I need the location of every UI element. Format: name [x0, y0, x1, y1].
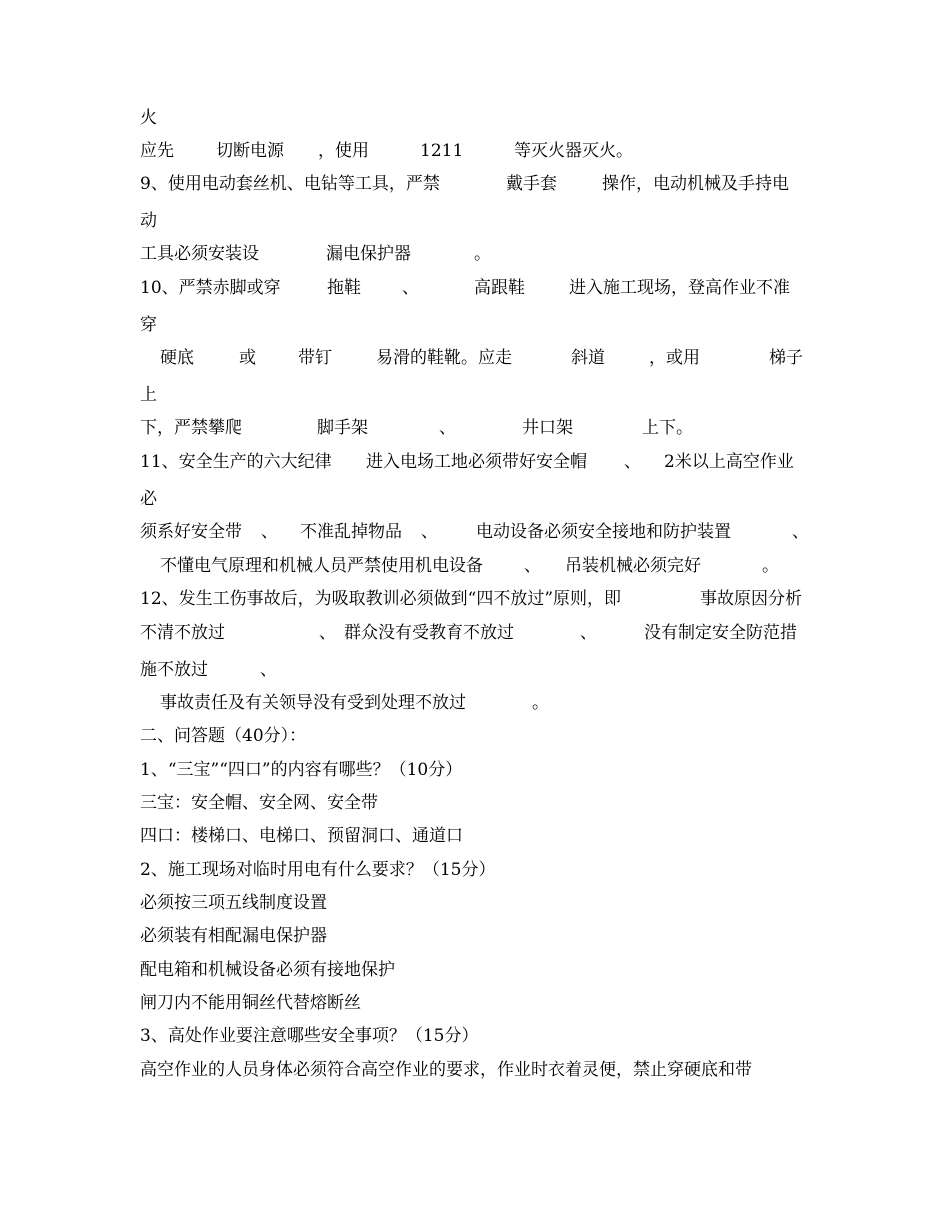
- text-line: [140, 890, 820, 916]
- text-segment: 切断电源: [216, 141, 284, 161]
- text-line: [140, 990, 820, 1016]
- text-line: [140, 723, 820, 749]
- text-line: [140, 241, 820, 267]
- text-segment: 操作，电动机械及手持电: [602, 174, 789, 194]
- text-segment: 2米以上高空作业: [664, 452, 794, 472]
- text-segment: 带钉: [298, 348, 332, 368]
- text-segment: 12、发生工伤事故后，为吸取教训必须做到“四不放过”原则，即: [140, 589, 622, 609]
- text-segment: 必须装有相配漏电保护器: [140, 926, 327, 946]
- text-segment: 斜道: [571, 348, 605, 368]
- text-line: [140, 857, 820, 883]
- text-segment: 、: [261, 522, 278, 542]
- text-segment: 、: [524, 556, 541, 576]
- text-segment: 10、严禁赤脚或穿: [140, 278, 281, 298]
- text-segment: 。: [762, 556, 779, 576]
- text-segment: 必须按三项五线制度设置: [140, 893, 327, 913]
- text-segment: 二、问答题（40分）：: [140, 726, 307, 746]
- text-segment: 不清不放过: [140, 623, 225, 643]
- text-line: [140, 620, 820, 646]
- text-line: [140, 757, 820, 783]
- text-segment: 工具必须安装设: [140, 244, 259, 264]
- text-line: [140, 382, 820, 408]
- text-segment: 上下。: [642, 418, 693, 438]
- text-segment: 、: [580, 623, 597, 643]
- text-segment: 戴手套: [506, 174, 557, 194]
- text-segment: 、: [402, 278, 419, 298]
- text-segment: 不懂电气原理和机械人员严禁使用机电设备: [160, 556, 483, 576]
- text-segment: 11、安全生产的六大纪律: [140, 452, 332, 472]
- text-segment: 电动设备必须安全接地和防护装置: [476, 522, 731, 542]
- text-segment: 或: [239, 348, 256, 368]
- text-segment: 、: [260, 660, 277, 680]
- text-line: [140, 957, 820, 983]
- text-segment: 上: [140, 385, 157, 405]
- text-segment: 吊装机械必须完好: [565, 556, 701, 576]
- text-line: [140, 923, 820, 949]
- text-line: [140, 105, 820, 131]
- text-segment: 、: [319, 623, 336, 643]
- text-segment: 井口架: [522, 418, 573, 438]
- text-segment: 必: [140, 489, 157, 509]
- text-segment: 、: [624, 452, 641, 472]
- text-segment: 3、高处作业要注意哪些安全事项？（15分）: [140, 1026, 479, 1046]
- text-segment: 进入施工现场，登高作业不准: [569, 278, 790, 298]
- text-line: [140, 553, 820, 579]
- text-segment: 高空作业的人员身体必须符合高空作业的要求，作业时衣着灵便，禁止穿硬底和带: [140, 1060, 752, 1080]
- text-segment: 闸刀内不能用铜丝代替熔断丝: [140, 993, 361, 1013]
- text-segment: 9、使用电动套丝机、电钻等工具，严禁: [140, 174, 440, 194]
- text-segment: ，使用: [318, 141, 369, 161]
- text-segment: 火: [140, 108, 157, 128]
- text-line: [140, 138, 820, 164]
- text-segment: 穿: [140, 315, 157, 335]
- text-line: [140, 519, 820, 545]
- text-segment: 应先: [140, 141, 174, 161]
- text-segment: 不准乱掉物品: [300, 522, 402, 542]
- text-line: [140, 1023, 820, 1049]
- text-line: [140, 586, 820, 612]
- text-segment: 、: [421, 522, 438, 542]
- text-segment: 进入电场工地必须带好安全帽: [366, 452, 587, 472]
- text-segment: 配电箱和机械设备必须有接地保护: [140, 960, 395, 980]
- text-line: [140, 345, 820, 371]
- text-line: [140, 171, 820, 197]
- text-segment: 梯子: [769, 348, 803, 368]
- text-segment: 硬底: [160, 348, 194, 368]
- text-segment: 2、施工现场对临时用电有什么要求？（15分）: [140, 860, 496, 880]
- text-segment: 易滑的鞋靴。应走: [376, 348, 512, 368]
- text-segment: 等灭火器灭火。: [514, 141, 633, 161]
- text-segment: 施不放过: [140, 660, 208, 680]
- text-segment: 动: [140, 211, 157, 231]
- text-segment: 群众没有受教育不放过: [344, 623, 514, 643]
- text-line: [140, 823, 820, 849]
- text-segment: 三宝：安全帽、安全网、安全带: [140, 793, 378, 813]
- text-segment: 须系好安全带: [140, 522, 242, 542]
- text-line: [140, 415, 820, 441]
- text-segment: 漏电保护器: [326, 244, 411, 264]
- text-line: [140, 486, 820, 512]
- text-segment: 四口：楼梯口、电梯口、预留洞口、通道口: [140, 826, 463, 846]
- text-line: [140, 208, 820, 234]
- text-line: [140, 449, 820, 475]
- text-segment: 高跟鞋: [474, 278, 525, 298]
- text-line: [140, 312, 820, 338]
- text-segment: 下，严禁攀爬: [140, 418, 242, 438]
- text-segment: 拖鞋: [327, 278, 361, 298]
- text-line: [140, 690, 820, 716]
- text-line: [140, 790, 820, 816]
- text-line: [140, 657, 820, 683]
- text-segment: 1211: [420, 141, 464, 161]
- text-segment: 没有制定安全防范措: [644, 623, 797, 643]
- text-segment: 脚手架: [317, 418, 368, 438]
- text-segment: 。: [474, 244, 491, 264]
- text-segment: 事故责任及有关领导没有受到处理不放过: [160, 693, 466, 713]
- text-segment: 、: [792, 522, 809, 542]
- text-segment: 。: [532, 693, 549, 713]
- text-segment: ，或用: [649, 348, 700, 368]
- text-segment: 、: [439, 418, 456, 438]
- text-line: [140, 275, 820, 301]
- text-line: [140, 1057, 820, 1083]
- text-segment: 1、“三宝”“四口”的内容有哪些？（10分）: [140, 760, 463, 780]
- text-segment: 事故原因分析: [700, 589, 802, 609]
